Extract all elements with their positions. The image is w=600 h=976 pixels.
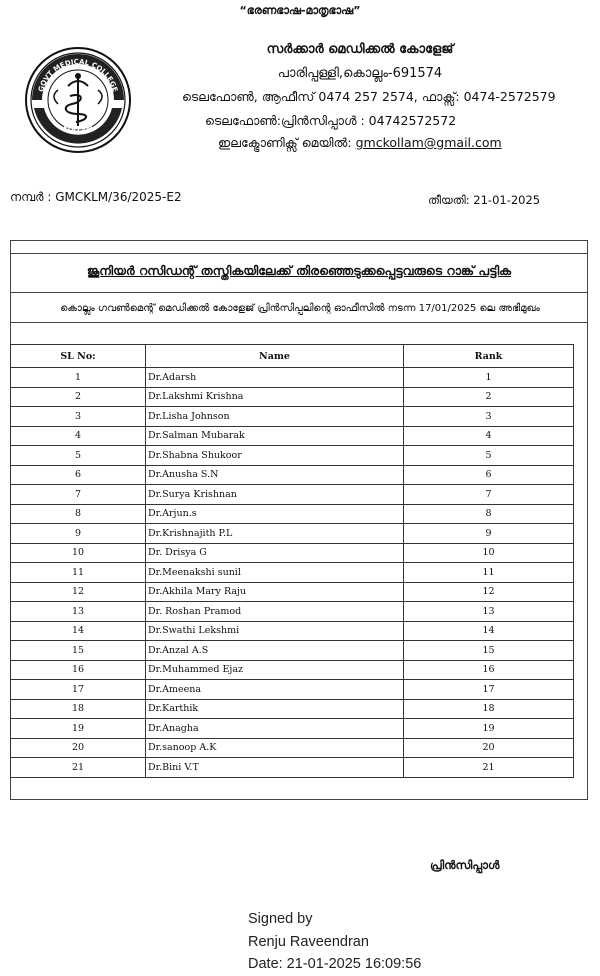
principal-signature-label: പ്രിൻസിപ്പാൾ — [430, 858, 500, 872]
cell-rank: 11 — [404, 563, 574, 583]
table-row — [11, 641, 574, 661]
signer-name: Renju Raveendran — [248, 933, 369, 950]
cell-name: Dr.Anusha S.N — [146, 465, 404, 485]
cell-rank: 6 — [404, 465, 574, 485]
table-row — [11, 426, 574, 446]
cell-rank: 7 — [404, 485, 574, 505]
cell-rank: 13 — [404, 602, 574, 622]
cell-sl-no: 14 — [11, 621, 146, 641]
cell-name: Dr.Muhammed Ejaz — [146, 660, 404, 680]
cell-rank: 14 — [404, 621, 574, 641]
cell-sl-no: 19 — [11, 719, 146, 739]
cell-name: Dr.Shabna Shukoor — [146, 446, 404, 466]
cell-rank: 17 — [404, 680, 574, 700]
cell-rank: 2 — [404, 387, 574, 407]
table-row — [11, 563, 574, 583]
cell-sl-no: 1 — [11, 368, 146, 388]
cell-sl-no: 20 — [11, 738, 146, 758]
table-row — [11, 446, 574, 466]
college-seal-logo — [24, 46, 132, 154]
signed-by-label: Signed by — [248, 911, 313, 927]
college-name: സർക്കാർ മെഡിക്കൽ കോളേജ് — [266, 42, 454, 57]
column-header-sl: SL No: — [11, 345, 146, 368]
cell-name: Dr. Drisya G — [146, 543, 404, 563]
cell-name: Dr.Meenakshi sunil — [146, 563, 404, 583]
cell-name: Dr.Anagha — [146, 719, 404, 739]
table-row — [11, 621, 574, 641]
table-row — [11, 719, 574, 739]
principal-phone: ടെലഫോൺ:പ്രിൻസിപ്പാൾ : 04742572572 — [205, 113, 457, 128]
cell-sl-no: 6 — [11, 465, 146, 485]
rank-table — [10, 344, 574, 778]
table-row — [11, 407, 574, 427]
email-row — [218, 135, 502, 151]
cell-rank: 18 — [404, 699, 574, 719]
cell-sl-no: 5 — [11, 446, 146, 466]
cell-sl-no: 4 — [11, 426, 146, 446]
column-header-name: Name — [146, 345, 404, 368]
cell-rank: 12 — [404, 582, 574, 602]
cell-sl-no: 17 — [11, 680, 146, 700]
column-header-rank: Rank — [404, 345, 574, 368]
cell-rank: 20 — [404, 738, 574, 758]
cell-sl-no: 21 — [11, 758, 146, 778]
table-row — [11, 582, 574, 602]
cell-sl-no: 16 — [11, 660, 146, 680]
email-label: ഇലക്ട്രോണിക്സ് മെയിൽ: — [218, 135, 352, 150]
table-row — [11, 758, 574, 778]
divider — [10, 322, 588, 323]
svg-text:KOLLAM: KOLLAM — [61, 123, 95, 136]
cell-name: Dr.Ameena — [146, 680, 404, 700]
cell-name: Dr.Akhila Mary Raju — [146, 582, 404, 602]
table-row — [11, 602, 574, 622]
table-row — [11, 524, 574, 544]
cell-sl-no: 18 — [11, 699, 146, 719]
issue-date: തീയതി: 21-01-2025 — [428, 193, 541, 207]
cell-sl-no: 15 — [11, 641, 146, 661]
cell-name: Dr.Salman Mubarak — [146, 426, 404, 446]
cell-rank: 3 — [404, 407, 574, 427]
cell-name: Dr.Swathi Lekshmi — [146, 621, 404, 641]
table-row — [11, 504, 574, 524]
cell-sl-no: 8 — [11, 504, 146, 524]
table-row — [11, 699, 574, 719]
cell-name: Dr.Adarsh — [146, 368, 404, 388]
cell-sl-no: 11 — [11, 563, 146, 583]
document-subtitle: കൊല്ലം ഗവൺമെന്റ് മെഡിക്കൽ കോളേജ് പ്രിൻസിപ്പലിന്റെ ഓഫീസിൽ നടന്ന 17/01/2025 ലെ അഭിമുഖം — [60, 303, 540, 314]
reference-number: നമ്പർ : GMCKLM/36/2025-E2 — [10, 190, 182, 204]
office-phone: ടെലഫോൺ, ആഫീസ് 0474 257 2574, ഫാക്സ്: 0474-2572579 — [182, 89, 556, 104]
cell-name: Dr.Lisha Johnson — [146, 407, 404, 427]
cell-rank: 15 — [404, 641, 574, 661]
cell-name: Dr.Arjun.s — [146, 504, 404, 524]
digital-signature-block — [248, 908, 421, 976]
table-row — [11, 485, 574, 505]
cell-rank: 5 — [404, 446, 574, 466]
cell-rank: 8 — [404, 504, 574, 524]
cell-sl-no: 2 — [11, 387, 146, 407]
signed-date: Date: 21-01-2025 16:09:56 — [248, 956, 422, 972]
svg-text:GOVT MEDICAL COLLEGE: GOVT MEDICAL COLLEGE — [37, 57, 119, 93]
cell-rank: 4 — [404, 426, 574, 446]
table-row — [11, 543, 574, 563]
table-row — [11, 368, 574, 388]
cell-name: Dr.Anzal A.S — [146, 641, 404, 661]
table-row — [11, 465, 574, 485]
table-row — [11, 680, 574, 700]
table-body — [11, 368, 574, 778]
college-address: പാരിപ്പള്ളി,കൊല്ലം-691574 — [277, 66, 443, 81]
cell-sl-no: 13 — [11, 602, 146, 622]
cell-sl-no: 3 — [11, 407, 146, 427]
cell-name: Dr.Lakshmi Krishna — [146, 387, 404, 407]
table-row — [11, 738, 574, 758]
cell-rank: 21 — [404, 758, 574, 778]
cell-name: Dr.Karthik — [146, 699, 404, 719]
table-header-row — [11, 345, 574, 368]
cell-sl-no: 12 — [11, 582, 146, 602]
cell-rank: 10 — [404, 543, 574, 563]
table-row — [11, 387, 574, 407]
cell-sl-no: 7 — [11, 485, 146, 505]
email-link[interactable]: gmckollam@gmail.com — [355, 135, 502, 150]
cell-name: Dr.Krishnajith P.L — [146, 524, 404, 544]
cell-rank: 16 — [404, 660, 574, 680]
cell-sl-no: 9 — [11, 524, 146, 544]
cell-rank: 19 — [404, 719, 574, 739]
document-title: ജൂനിയർ റസിഡന്റ് തസ്തികയിലേക്ക് തിരഞ്ഞെടുക്കപ്പെട്ടവരുടെ റാങ്ക് പട്ടിക — [86, 263, 512, 278]
cell-rank: 9 — [404, 524, 574, 544]
cell-name: Dr.Surya Krishnan — [146, 485, 404, 505]
table-row — [11, 660, 574, 680]
cell-name: Dr. Roshan Pramod — [146, 602, 404, 622]
cell-rank: 1 — [404, 368, 574, 388]
motto-text: “ഭരണഭാഷ-മാതൃഭാഷ” — [239, 4, 361, 17]
cell-name: Dr.sanoop A.K — [146, 738, 404, 758]
cell-name: Dr.Bini V.T — [146, 758, 404, 778]
cell-sl-no: 10 — [11, 543, 146, 563]
